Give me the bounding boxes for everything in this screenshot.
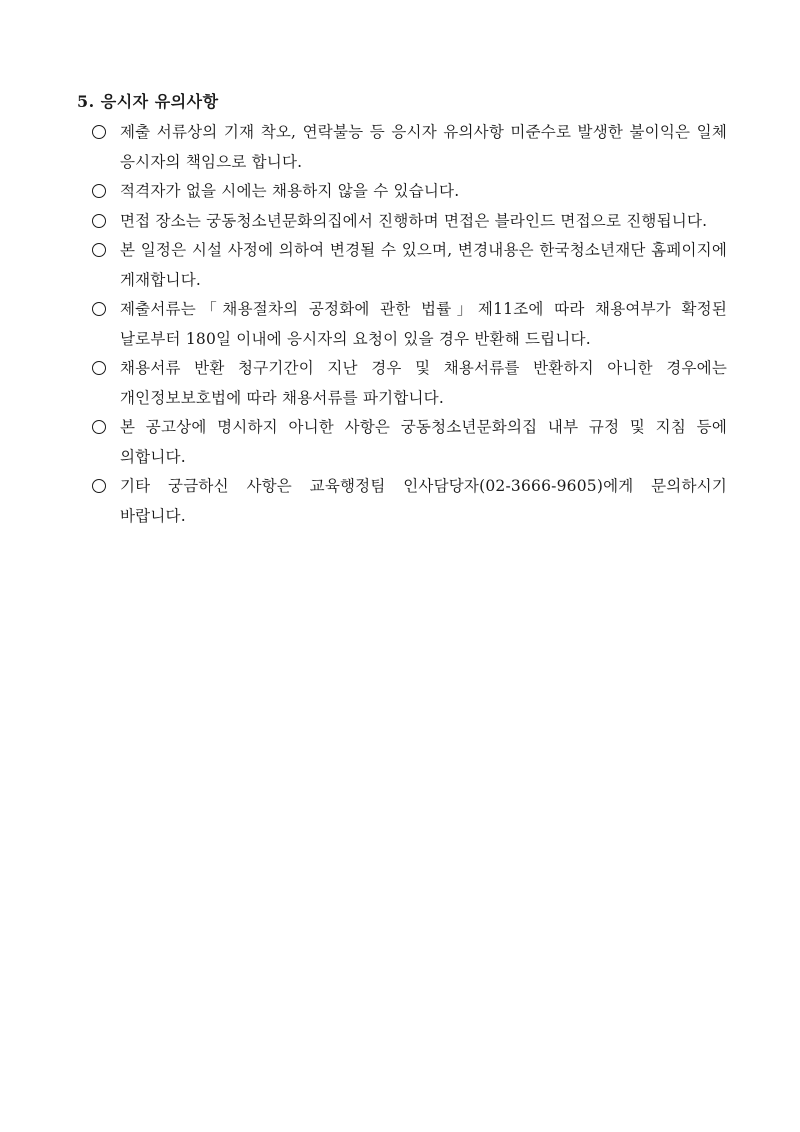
circle-bullet-icon [92, 361, 106, 375]
circle-bullet-icon [92, 184, 106, 198]
circle-bullet-icon [92, 420, 106, 434]
notice-text: 적격자가 없을 시에는 채용하지 않을 수 있습니다. [120, 182, 460, 200]
notice-item [92, 118, 727, 177]
circle-bullet-icon [92, 125, 106, 139]
notice-text: 본 일정은 시설 사정에 의하여 변경될 수 있으며, 변경내용은 한국청소년재단 홈페이지에 게재합니다. [120, 241, 727, 289]
notice-item [92, 177, 727, 207]
notice-item [92, 236, 727, 295]
notice-text: 본 공고상에 명시하지 아니한 사항은 궁동청소년문화의집 내부 규정 및 지침 등에 의합니다. [120, 418, 727, 466]
notice-text: 제출서류는「채용절차의 공정화에 관한 법률」제11조에 따라 채용여부가 확정된 날로부터 180일 이내에 응시자의 요청이 있을 경우 반환해 드립니다. [120, 300, 727, 348]
notice-text: 채용서류 반환 청구기간이 지난 경우 및 채용서류를 반환하지 아니한 경우에는 개인정보보호법에 따라 채용서류를 파기합니다. [120, 359, 727, 407]
notice-text: 기타 궁금하신 사항은 교육행정팀 인사담당자(02-3666-9605)에게 문의하시기 바랍니다. [120, 477, 727, 525]
notice-text: 제출 서류상의 기재 착오, 연락불능 등 응시자 유의사항 미준수로 발생한 불이익은 일체 응시자의 책임으로 합니다. [120, 123, 727, 171]
notice-item [92, 295, 727, 354]
notice-item [92, 207, 727, 237]
circle-bullet-icon [92, 479, 106, 493]
notice-item [92, 472, 727, 531]
notice-text: 면접 장소는 궁동청소년문화의집에서 진행하며 면접은 블라인드 면접으로 진행됩니다. [120, 211, 708, 230]
section-title: 5. 응시자 유의사항 [77, 92, 219, 111]
notice-item [92, 413, 727, 472]
notice-list [92, 118, 727, 531]
circle-bullet-icon [92, 302, 106, 316]
notice-item [92, 354, 727, 413]
circle-bullet-icon [92, 243, 106, 257]
circle-bullet-icon [92, 214, 106, 228]
